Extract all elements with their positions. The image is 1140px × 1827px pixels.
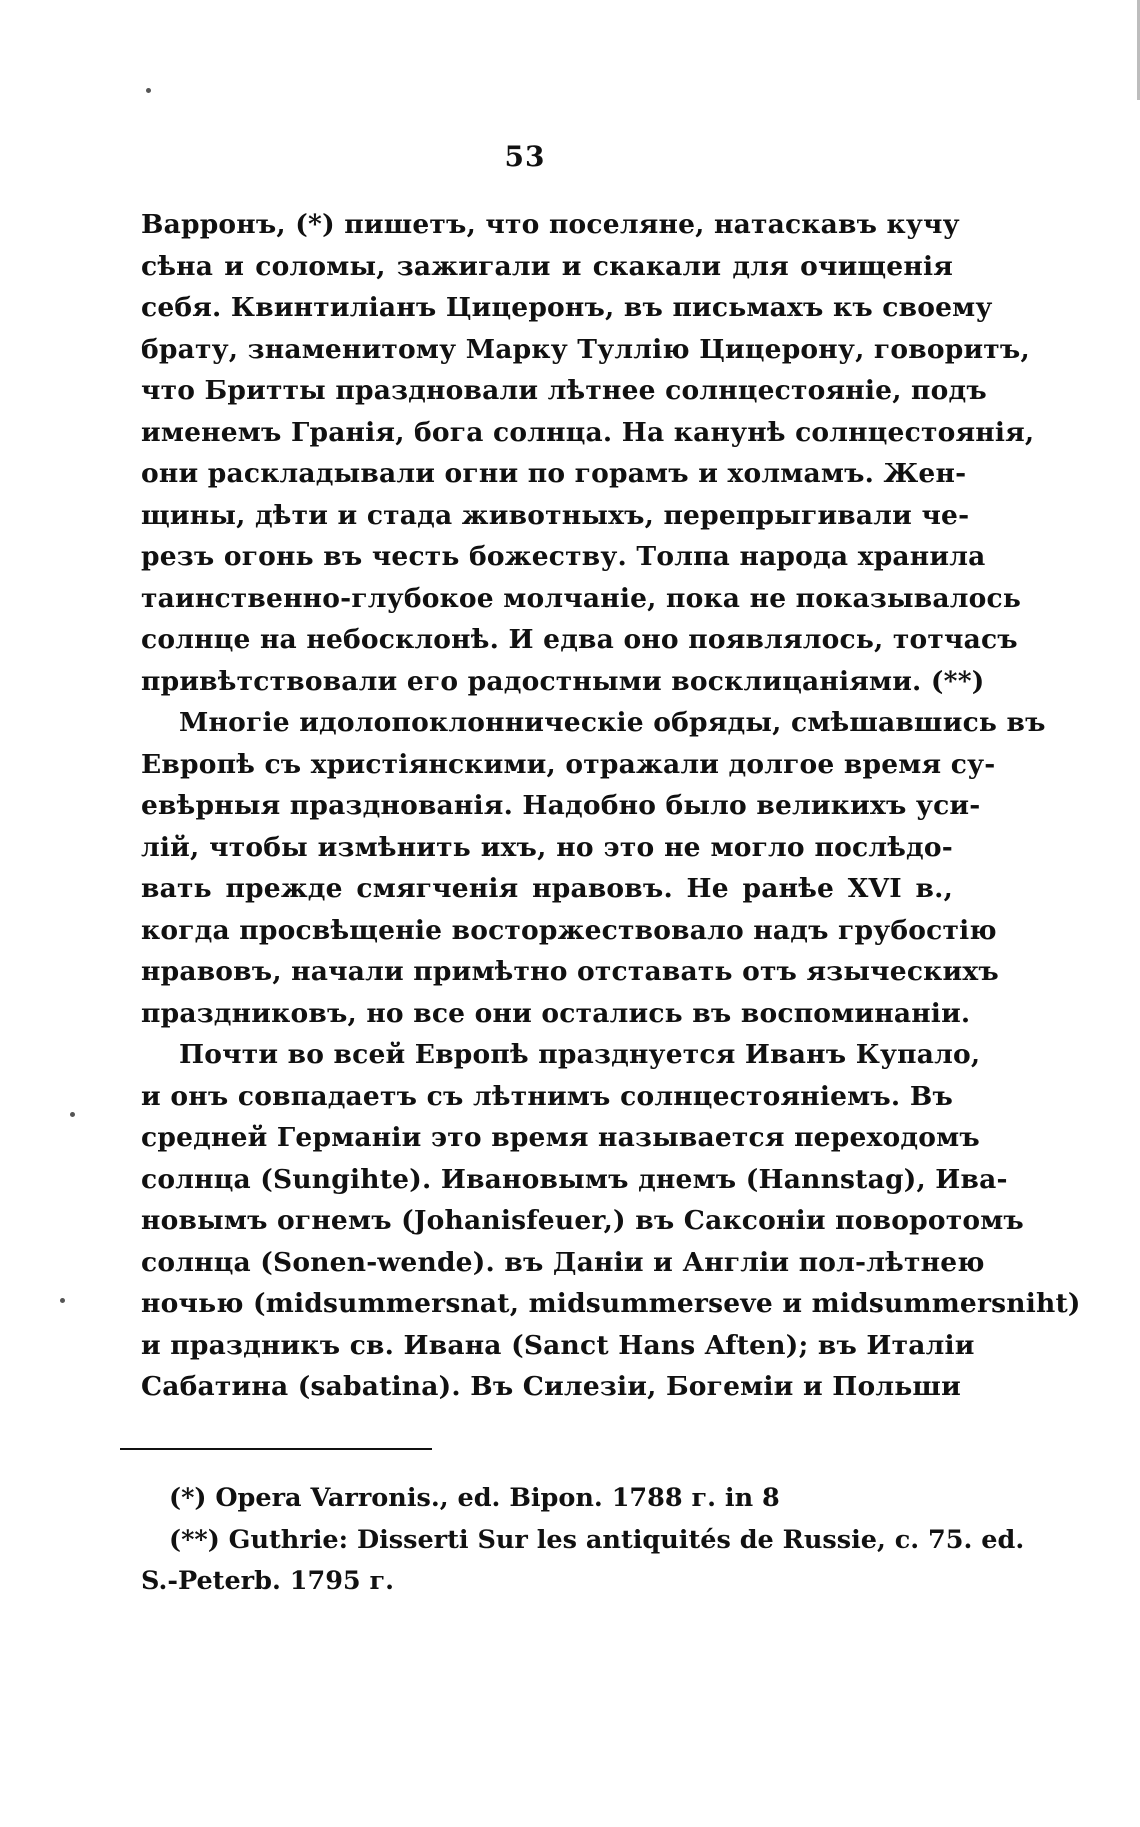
text-line: солнце на небосклонѣ. И едва оно появлялось, тотчасъ	[141, 624, 1018, 655]
text-line: щины, дѣти и стада животныхъ, перепрыгивали че-	[141, 499, 970, 531]
text-line: солнца (Sonen-wende). въ Даніи и Англіи пол-лѣтнею	[141, 1246, 985, 1278]
text-line: средней Германіи это время называется переходомъ	[141, 1122, 980, 1153]
footnote-1: (*) Opera Varronis., ed. Bipon. 1788 г. in 8	[169, 1483, 780, 1513]
text-line: лій, чтобы измѣнить ихъ, но это не могло послѣдо-	[141, 831, 953, 863]
body-text	[141, 204, 1081, 1408]
text-line: ночью (midsummersnat, midsummerseve и midsummersniht)	[141, 1288, 1081, 1319]
text-line: привѣтствовали его радостными восклицаніями. (**)	[141, 665, 985, 697]
text-line: нравовъ, начали примѣтно отставать отъ языческихъ	[141, 956, 999, 987]
text-line: именемъ Гранія, бога солнца. На канунѣ солнцестоянія,	[141, 416, 1035, 448]
scan-speck	[146, 88, 151, 93]
footnote-2-continuation: S.-Peterb. 1795 г.	[141, 1566, 395, 1596]
text-line: новымъ огнемъ (Johanisfeuer,) въ Саксоніи поворотомъ	[141, 1205, 1024, 1236]
text-line: вать прежде смягченія нравовъ. Не ранѣе XVI в.,	[141, 873, 953, 904]
footnote-separator	[120, 1448, 432, 1450]
text-line: таинственно-глубокое молчаніе, пока не показывалось	[141, 582, 1022, 614]
text-line: когда просвѣщеніе восторжествовало надъ грубостію	[141, 914, 997, 946]
text-line: Европѣ съ христіянскими, отражали долгое время су-	[141, 748, 996, 780]
page-number: 53	[504, 140, 546, 173]
footnote-2: (**) Guthrie: Disserti Sur les antiquités de Russie, c. 75. ed.	[169, 1524, 1025, 1555]
text-line: и праздникъ св. Ивана (Sanct Hans Aften); въ Италіи	[141, 1329, 975, 1361]
scan-speck	[70, 1112, 75, 1117]
text-line: и онъ совпадаетъ съ лѣтнимъ солнцестояніемъ. Въ	[141, 1080, 953, 1112]
text-line: солнца (Sungihte). Ивановымъ днемъ (Hannstag), Ива-	[141, 1163, 1008, 1195]
footnotes	[141, 1478, 1025, 1603]
text-line: праздниковъ, но все они остались въ воспоминаніи.	[141, 997, 971, 1029]
text-line: сѣна и соломы, зажигали и скакали для очищенія	[141, 250, 953, 282]
text-line: Многіе идолопоклонническіе обряды, смѣшавшись въ	[179, 707, 1046, 738]
text-line: что Бритты праздновали лѣтнее солнцестояніе, подъ	[141, 375, 987, 406]
text-line: евѣрныя празднованія. Надобно было великихъ уси-	[141, 790, 981, 821]
text-line: Почти во всей Европѣ празднуется Иванъ Купало,	[179, 1039, 981, 1070]
text-line: резъ огонь въ честь божеству. Толпа народа хранила	[141, 541, 986, 572]
text-line: себя. Квинтиліанъ Цицеронъ, въ письмахъ къ своему	[141, 292, 993, 323]
scan-speck	[60, 1298, 65, 1303]
text-line: брату, знаменитому Марку Туллію Цицерону, говоритъ,	[141, 333, 1030, 365]
text-line: Варронъ, (*) пишетъ, что поселяне, натаскавъ кучу	[141, 209, 960, 240]
text-line: Сабатина (sabatina). Въ Силезіи, Богеміи и Польши	[141, 1371, 961, 1402]
text-line: они раскладывали огни по горамъ и холмамъ. Жен-	[141, 458, 967, 489]
